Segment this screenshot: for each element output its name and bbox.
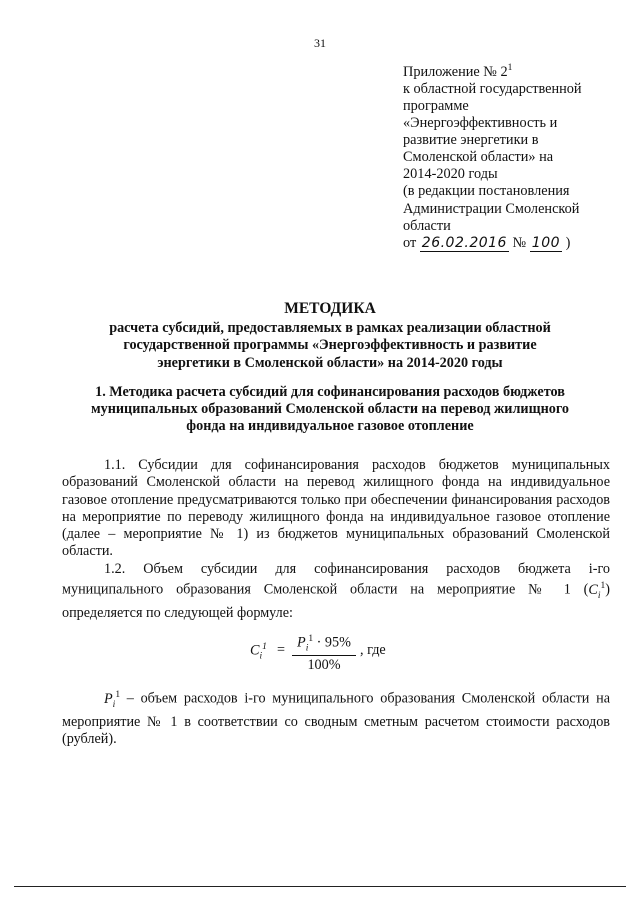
document-title (40, 300, 620, 372)
formula-numerator: $P_i^1 \cdot 95\%$ (292, 634, 356, 656)
appendix-header (403, 60, 613, 252)
symbol-p: $P_i$ (104, 690, 116, 710)
handwritten-date: 26.02.2016 (421, 234, 507, 251)
title-main: МЕТОДИКА (284, 300, 376, 317)
appendix-line: (в редакции постановления (403, 183, 570, 200)
appendix-line: области (403, 217, 451, 234)
appendix-superscript: 1 (507, 63, 513, 73)
section-heading-line: муниципальных образований Смоленской области на перевод жилищного (90, 401, 570, 418)
title-line: государственной программы «Энергоэффективность и развитие (123, 337, 537, 354)
formula-suffix: , где (360, 642, 386, 658)
paragraph-line: 1.2. Объем субсидии для софинансирования расходов бюджета i-го (104, 561, 610, 577)
appendix-line: 2014-2020 годы (403, 166, 498, 183)
page-number: 31 (314, 36, 326, 50)
formula-denominator: 100% (307, 656, 341, 673)
paragraph-line: определяется по следующей формуле: (62, 605, 293, 622)
title-line: расчета субсидий, предоставляемых в рамках реализации областной (109, 320, 551, 337)
formula-equals: = (277, 642, 286, 658)
appendix-line: Приложение № $2^1$ (403, 63, 513, 80)
appendix-line: Администрации Смоленской (403, 200, 580, 217)
formula (250, 634, 480, 674)
paragraph-1-2 (62, 561, 610, 622)
paragraph-definition: $P_i^1$ – объем расходов i-го муниципального образования Смоленской области на мероприятие № 1 в соответствии со сводным сметным расчетом стоимости расходов (рублей). (62, 690, 610, 748)
appendix-line: программе (403, 97, 469, 114)
appendix-line: «Энергоэффективность и (403, 115, 558, 132)
appendix-line: развитие энергетики в (403, 132, 539, 149)
formula-fraction (292, 634, 356, 674)
section-heading-line: 1. Методика расчета субсидий для софинансирования расходов бюджетов (95, 384, 565, 400)
formula-lhs: $C_i^1$ (250, 642, 267, 662)
appendix-line: Смоленской области» на (403, 149, 554, 166)
handwritten-number: 100 (531, 234, 561, 251)
section-heading-line: фонда на индивидуальное газовое отопление (186, 418, 474, 435)
symbol-c: $C_i$ (588, 582, 601, 601)
title-line: энергетики в Смоленской области» на 2014-2020 годы (157, 354, 503, 371)
appendix-date-line: от 26.02.2016 № 100 ) (403, 234, 571, 251)
section-heading (55, 384, 605, 436)
bottom-rule (14, 886, 626, 887)
paragraph-line: муниципального образования Смоленской области на мероприятие № 1 $(C_i^1)$ (62, 581, 610, 601)
appendix-line: к областной государственной (403, 80, 582, 97)
paragraph-1-1: 1.1. Субсидии для софинансирования расходов бюджетов муниципальных образований Смоленской области на перевод жилищного фонда на индивидуальное газовое отопление предусматриваются только при обеспечении финансирования расходов на мероприятие по переводу жилищного фонда на индивидуальное газовое отопление (далее – мероприятие № 1) из бюджетов муниципальных образований Смоленской области. (62, 457, 610, 560)
